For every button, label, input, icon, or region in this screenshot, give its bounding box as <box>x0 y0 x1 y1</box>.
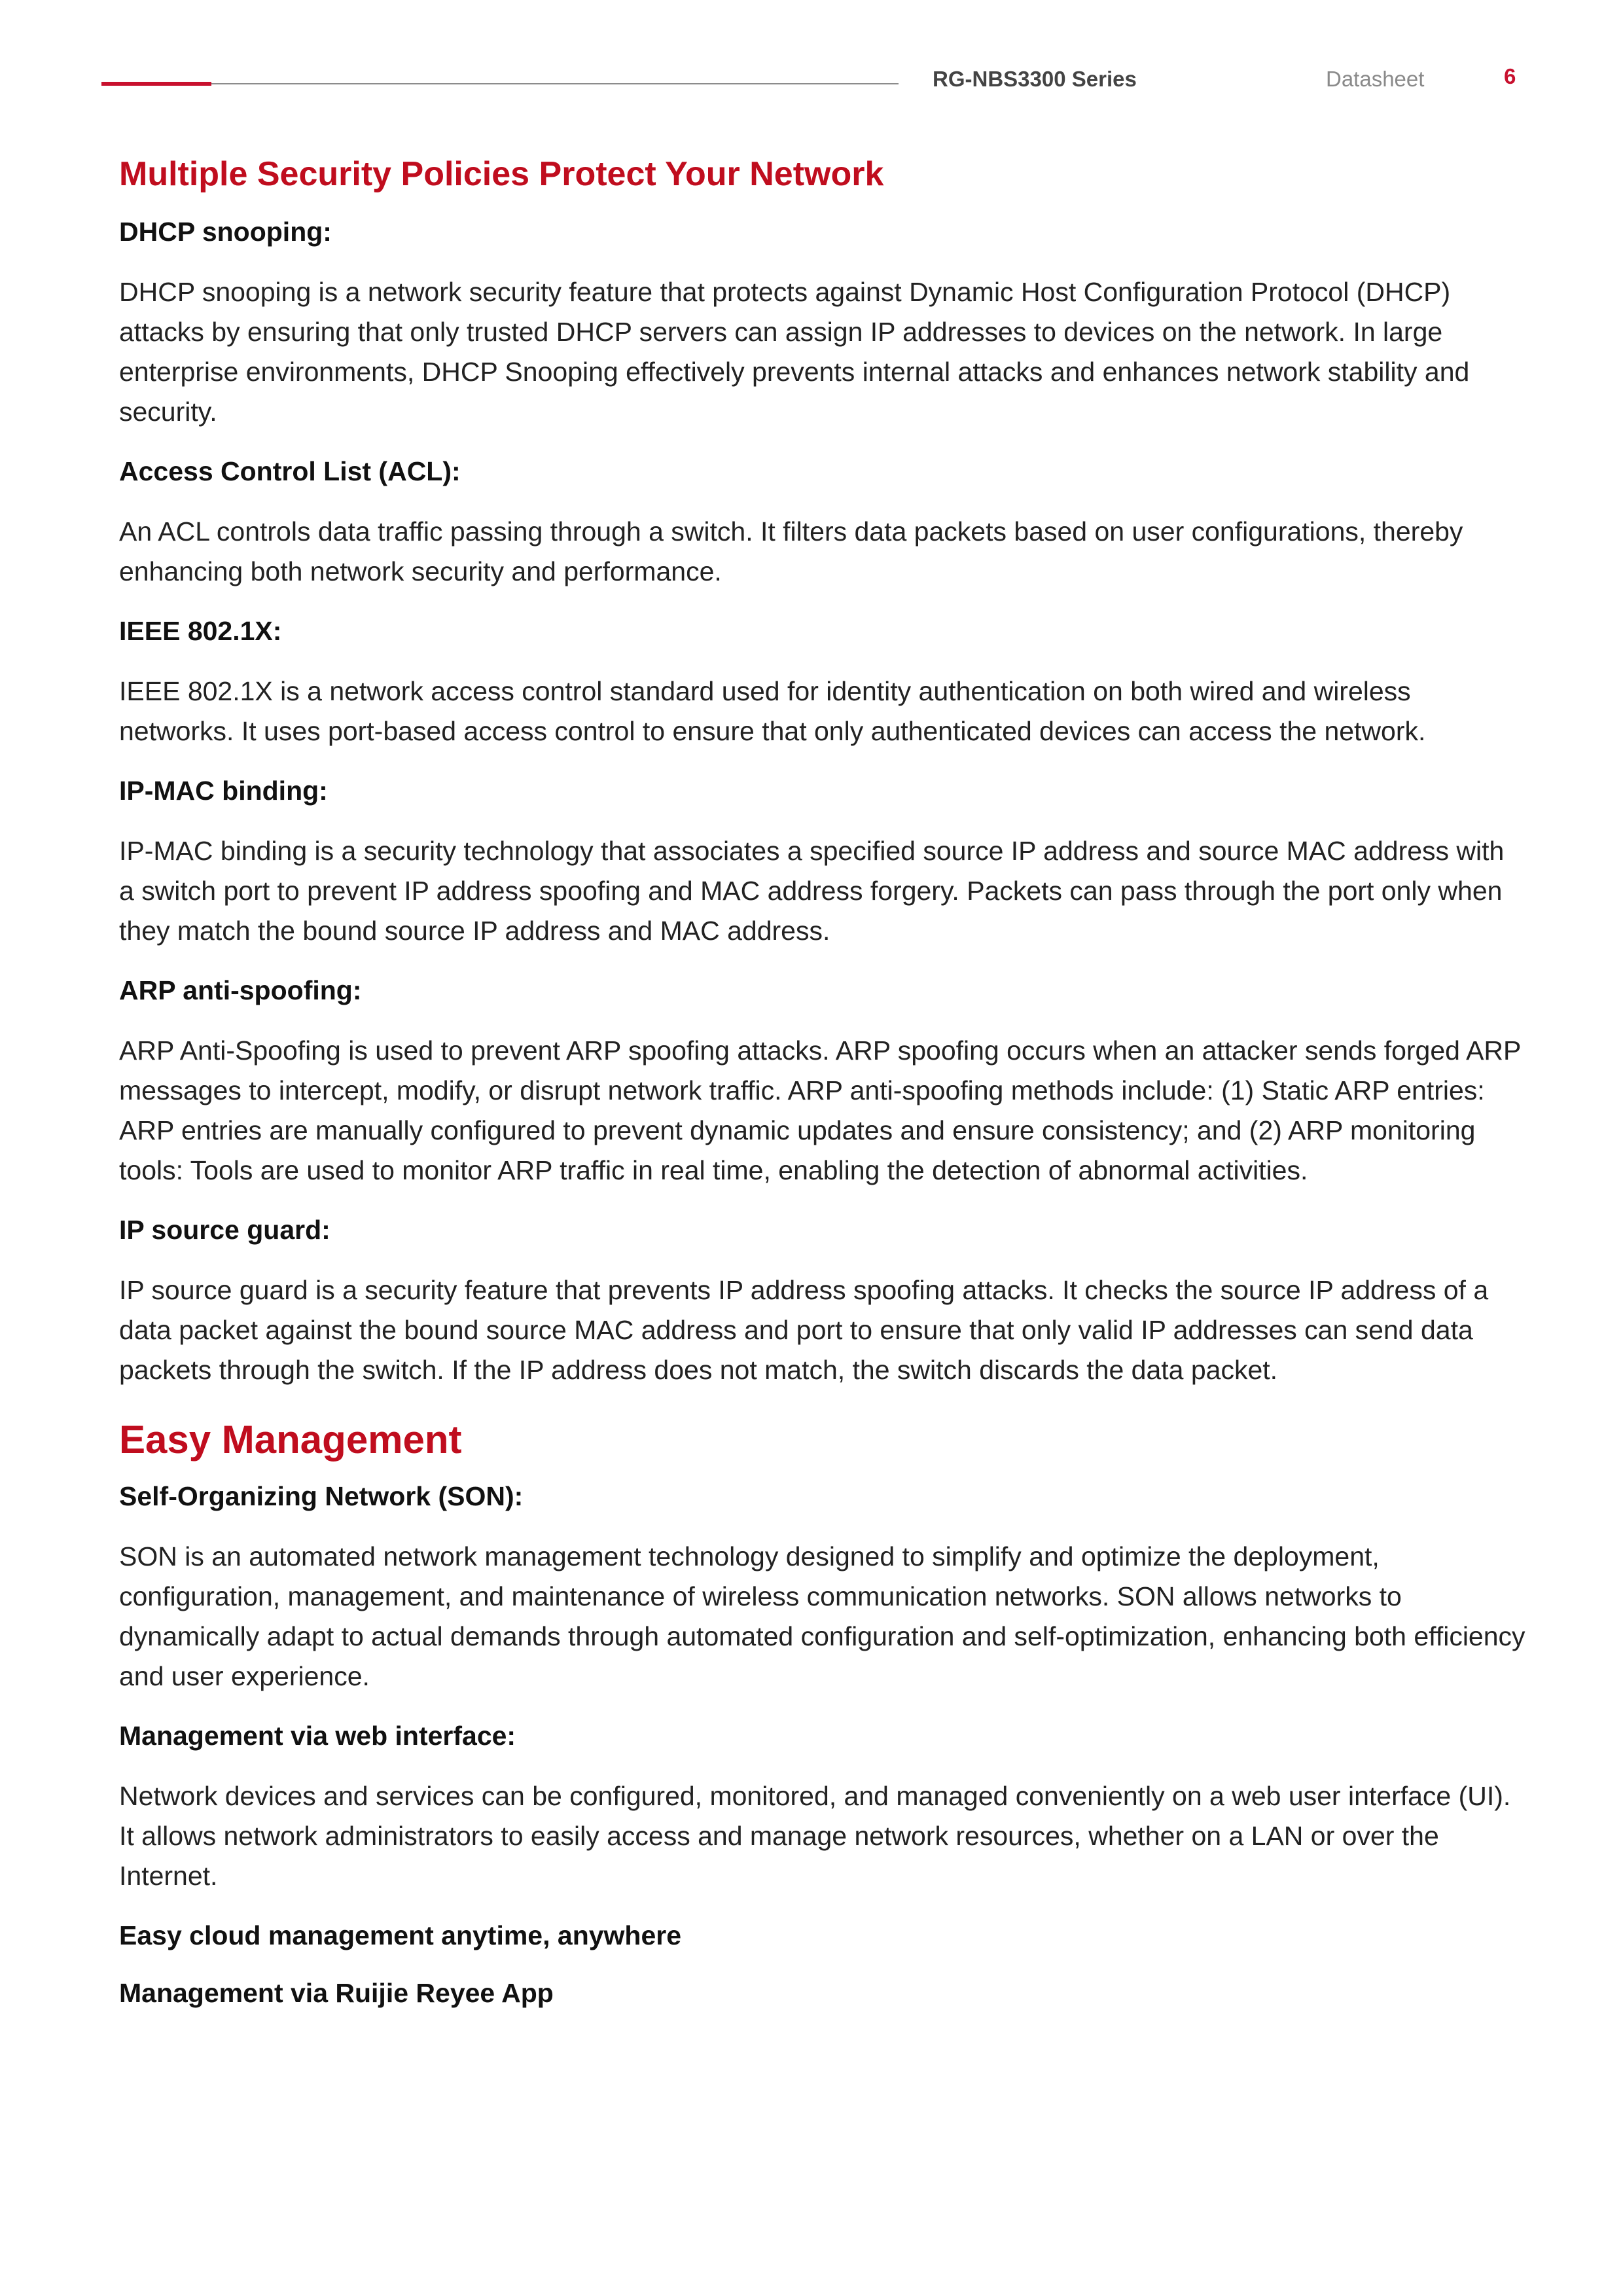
paragraph-ip-mac-binding: IP-MAC binding is a security technology that associates a specified source IP address and source MAC address with a switch port to prevent IP address spoofing and MAC address forgery. Packets can pass through the port only when they match the bound source IP address and MAC address. <box>119 836 1505 946</box>
paragraph-web-management: Network devices and services can be configured, monitored, and managed conveniently on a web user interface (UI). It allows network administrators to easily access and manage network resources, whether on a LAN or over the Internet. <box>119 1781 1511 1891</box>
paragraph-dhcp-snooping: DHCP snooping is a network security feature that protects against Dynamic Host Configuration Protocol (DHCP) attacks by ensuring that only trusted DHCP servers can assign IP addresses to devices on the network. In large enterprise environments, DHCP Snooping effectively prevents internal attacks and enhances network stability and security. <box>119 277 1470 427</box>
label-ip-mac-binding: IP-MAC binding: <box>119 776 328 806</box>
section-title-management: Easy Management <box>119 1418 462 1462</box>
header-doc-type: Datasheet <box>1326 67 1425 91</box>
section-title-security: Multiple Security Policies Protect Your Network <box>119 155 884 193</box>
label-dhcp-snooping: DHCP snooping: <box>119 217 332 247</box>
label-ieee-8021x: IEEE 802.1X: <box>119 616 282 646</box>
label-web-management: Management via web interface: <box>119 1721 516 1751</box>
paragraph-son: SON is an automated network management technology designed to simplify and optimize the deployment, configuration, management, and maintenance of wireless communication networks. SON allows networks to dynamically adapt to actual demands through automated configuration and self-optimization, enhancing both efficiency and user experience. <box>119 1541 1525 1691</box>
paragraph-ip-source-guard: IP source guard is a security feature that prevents IP address spoofing attacks. It checks the source IP address of a data packet against the bound source MAC address and port to ensure that only valid IP addresses can send data packets through the switch. If the IP address does not match, the switch discards the data packet. <box>119 1275 1489 1385</box>
paragraph-ieee-8021x: IEEE 802.1X is a network access control standard used for identity authentication on both wired and wireless networks. It uses port-based access control to ensure that only authenticated devices can access the network. <box>119 676 1426 746</box>
document-body <box>119 148 1526 2034</box>
label-reyee-app: Management via Ruijie Reyee App <box>119 1978 554 2008</box>
label-son: Self-Organizing Network (SON): <box>119 1481 524 1511</box>
label-acl: Access Control List (ACL): <box>119 456 461 486</box>
paragraph-acl: An ACL controls data traffic passing through a switch. It filters data packets based on user configurations, thereby enhancing both network security and performance. <box>119 516 1463 586</box>
page-number: 6 <box>1504 64 1516 88</box>
header-series: RG-NBS3300 Series <box>933 67 1137 91</box>
label-arp-anti-spoofing: ARP anti-spoofing: <box>119 975 362 1005</box>
header-accent-line <box>101 82 211 86</box>
label-ip-source-guard: IP source guard: <box>119 1215 330 1245</box>
label-cloud-management: Easy cloud management anytime, anywhere <box>119 1920 682 1950</box>
header-rule <box>211 83 899 84</box>
paragraph-arp-anti-spoofing: ARP Anti-Spoofing is used to prevent ARP spoofing attacks. ARP spoofing occurs when an attacker sends forged ARP messages to intercept, modify, or disrupt network traffic. ARP anti-spoofing methods include: (1) Static ARP entries: ARP entries are manually configured to prevent dynamic updates and ensure consistency; and (2) ARP monitoring tools: Tools are used to monitor ARP traffic in real time, enabling the detection of abnormal activities. <box>119 1035 1521 1185</box>
